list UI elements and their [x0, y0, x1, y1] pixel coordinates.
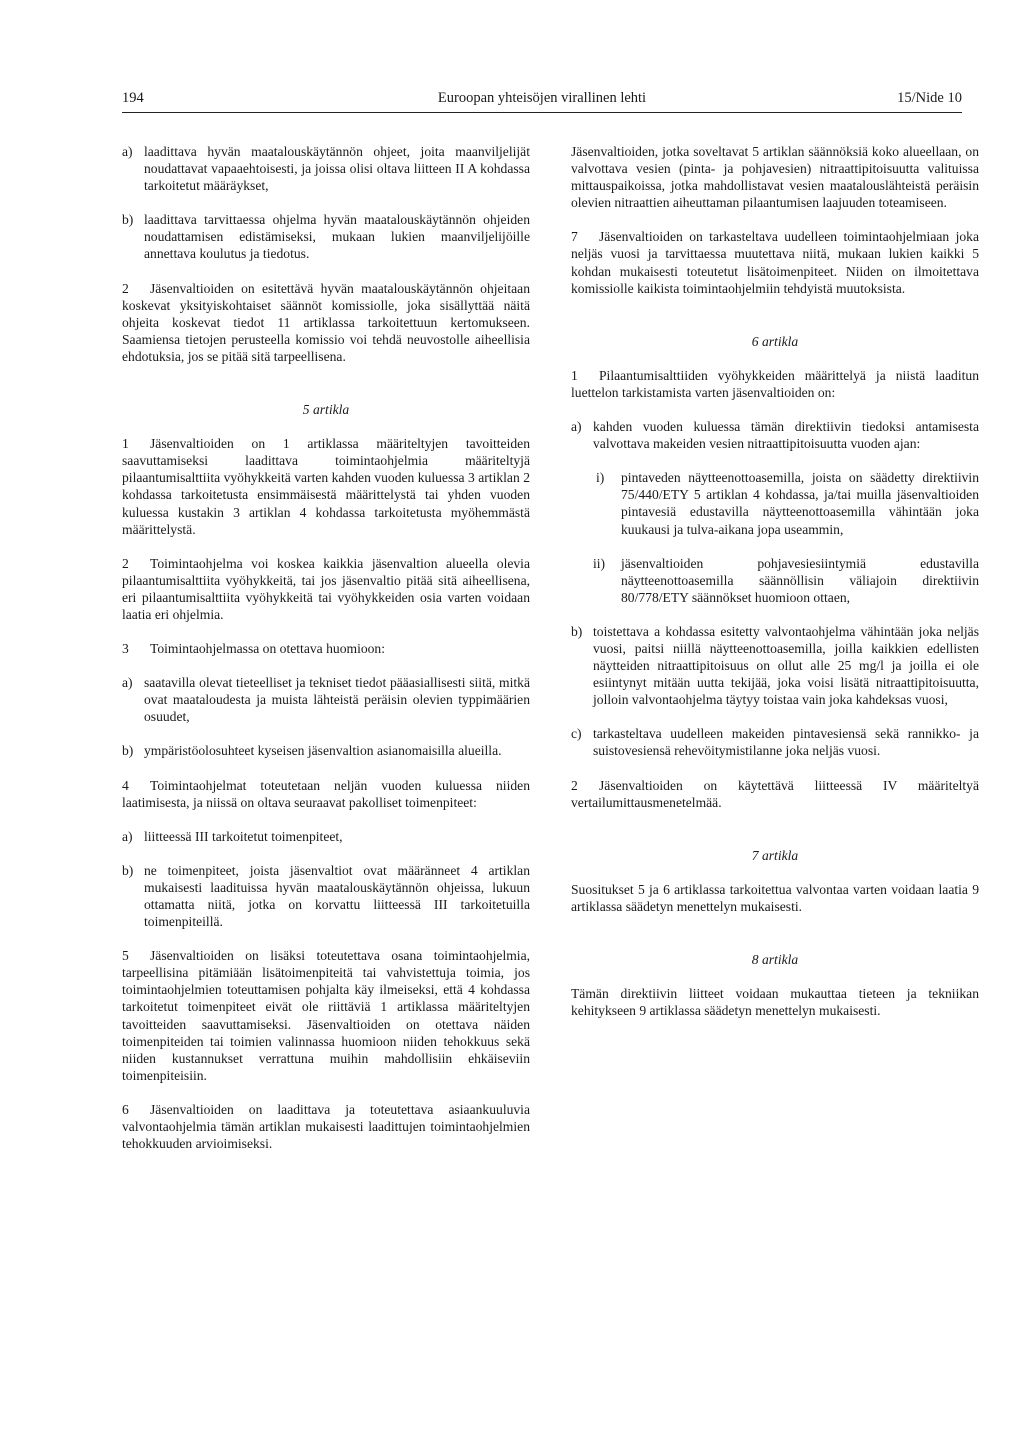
list-text: tarkasteltava uudelleen makeiden pintavesiensä sekä rannikko- ja suistovesiensä rehevöitymistilanne joka neljäs vuosi. [593, 726, 979, 759]
volume-label: 15/Nide 10 [897, 90, 962, 106]
list-text: ympäristöolosuhteet kyseisen jäsenvaltion asianomaisilla alueilla. [144, 743, 502, 759]
paragraph-number: 1 [122, 436, 129, 452]
list-item-b [122, 211, 530, 262]
art5-p4-item-a [122, 828, 530, 845]
list-text: pintaveden näytteenottoasemilla, joista on säädetty direktiivin 75/440/ETY 5 artiklan 4 kohdassa, ja/tai muilla jäsenvaltioiden pintavesiä edustavilla näytteenottoasemilla vähintään joka kuukausi ja tulva-aikana jopa useammin, [621, 470, 979, 537]
paragraph-number: 2 [571, 777, 578, 793]
paragraph-text: Toimintaohjelmat toteutetaan neljän vuoden kuluessa niiden laatimisesta, ja niissä on oltava seuraavat pakolliset toimenpiteet: [122, 777, 530, 810]
art5-paragraph-5 [122, 947, 530, 1084]
art5-paragraph-1 [122, 435, 530, 538]
art5-p4-item-b [122, 862, 530, 930]
art5-paragraph-6 [122, 1101, 530, 1152]
page-header [122, 90, 962, 114]
list-text: laadittava tarvittaessa ohjelma hyvän maatalouskäytännön ohjeiden noudattamisen edistämiseksi, mukaan lukien maanviljelijöille annettava koulutus ja tiedotus. [144, 212, 530, 262]
paragraph-number: 4 [122, 777, 129, 793]
journal-title: Euroopan yhteisöjen virallinen lehti [437, 90, 647, 106]
list-label: b) [122, 212, 134, 228]
list-item-a [122, 143, 530, 194]
art7-text: Suositukset 5 ja 6 artiklassa tarkoitettua valvontaa varten voidaan laatia 9 artiklassa säädetyn menettelyn mukaisesti. [571, 881, 979, 914]
paragraph-number: 5 [122, 948, 129, 964]
left-column [122, 143, 530, 1152]
list-label: a) [122, 675, 133, 691]
paragraph-text: Jäsenvaltioiden on esitettävä hyvän maatalouskäytännön ohjeitaan koskevat yksityiskohtaiset säännöt komissiolle, joka sisällyttää näitä ohjeita koskevat tiedot 11 artiklassa tarkoitettuun kertomukseen. Saamiensa tietojen perusteella komissio voi tehdä neuvostolle aiheellisia ehdotuksia, jos se pitää sitä tarpeellisena. [122, 280, 530, 364]
list-text: toistettava a kohdassa esitetty valvontaohjelma vähintään joka neljäs vuosi, paitsi niillä näytteenottoasemilla, joilla kaikkien edellisten näytteiden nitraattipitoisuus on ollut alle 25 mg/l ja joilla ei ole esiintynyt mitään uutta tekijää, joka voisi lisätä nitraattipitoisuutta, jolloin valvontaohjelma täytyy toistaa vain joka kahdeksas vuosi, [593, 623, 979, 708]
paragraph-number: 3 [122, 641, 129, 657]
list-text: jäsenvaltioiden pohjavesiesiintymiä edustavilla näytteenottoasemilla säännöllisin väliajoin direktiivin 80/778/ETY säännökset huomioon ottaen, [621, 555, 979, 605]
paragraph-number: 6 [122, 1101, 129, 1117]
paragraph-number: 1 [571, 367, 578, 383]
list-label: c) [571, 726, 582, 742]
list-text: ne toimenpiteet, joista jäsenvaltiot ovat määränneet 4 artiklan mukaisesti laadituissa hyvän maatalouskäytännön ohjeissa, lukuun ottamatta niitä, jotka on korvattu liitteessä III tarkoitetuilla toimenpiteillä. [144, 862, 530, 930]
article-6-heading: 6 artikla [751, 333, 799, 349]
list-label: a) [122, 144, 133, 159]
article-7-heading: 7 artikla [751, 847, 799, 863]
paragraph-text: Jäsenvaltioiden on 1 artiklassa määriteltyjen tavoitteiden saavuttamiseksi laadittava toimintaohjelmia määriteltyjä pilaantumisalttiita vyöhykkeitä varten kahden vuoden kuluessa 3 artiklan 2 kohdassa tarkoitetusta ensimmäisestä määrittelystä tai yhden vuoden kuluessa kustakin 3 artiklan 4 kohdassa tarkoitetusta myöhemmästä määrittelystä. [122, 436, 530, 537]
art5-p3-item-a [122, 674, 530, 725]
art6-item-c [571, 725, 979, 759]
paragraph-number: 2 [122, 555, 129, 571]
paragraph-number: 7 [571, 229, 578, 245]
list-label: ii) [593, 555, 606, 571]
paragraph-text: Toimintaohjelmassa on otettava huomioon: [150, 641, 386, 657]
list-label: a) [571, 419, 582, 435]
list-text: kahden vuoden kuluessa tämän direktiivin tiedoksi antamisesta valvottava makeiden vesien nitraattipitoisuutta vuoden ajan: [593, 419, 979, 452]
paragraph-text: Toimintaohjelma voi koskea kaikkia jäsenvaltion alueella olevia pilaantumisalttiita vyöhykkeitä, tai jos jäsenvaltio pitää sitä aiheellisena, eri pilaantumisalttiita vyöhykkeitä tai vyöhykkeiden osia varten voidaan laatia eri ohjelmia. [122, 555, 530, 622]
header-rule [122, 112, 962, 113]
list-label: b) [571, 623, 583, 639]
list-text: saatavilla olevat tieteelliset ja tekniset tiedot pääasiallisesti siitä, mitkä ovat maataloudesta ja muista lähteistä peräisin olevien typpimäärien osuudet, [144, 675, 530, 725]
paragraph-text: Jäsenvaltioiden on lisäksi toteutettava osana toimintaohjelmia, tarpeellisina pitämiään lisätoimenpiteitä tai vahvistettuja toimia, jos toimintaohjelmien toteuttamisen pohjalta käy ilmeiseksi, että 4 kohdassa tarkoitetut toimenpiteet eivät ole riittäviä 1 artiklassa määriteltyjen tavoitteiden saavuttamiseksi. Jäsenvaltioiden on otettava näiden toimenpiteiden tai toimien valinnassa huomioon niiden tehokkuus sekä niiden kustannukset verrattuna muihin mahdollisiin ehkäiseviin toimenpiteisiin. [122, 948, 530, 1083]
art5-paragraph-2 [122, 555, 530, 623]
list-text: laadittava hyvän maatalouskäytännön ohjeet, joita maanviljelijät noudattavat vapaaehtoisesti, ja joissa olisi oltava liitteen II A kohdassa tarkoitetut määräykset, [144, 144, 530, 194]
art5-paragraph-4 [122, 777, 530, 811]
paragraph-text: Jäsenvaltioiden on laadittava ja toteutettava asiaankuuluvia valvontaohjelmia tämän artiklan mukaisesti laadittujen toimintaohjelmien tehokkuuden arvioimiseksi. [122, 1101, 530, 1152]
list-label: a) [122, 828, 133, 844]
list-label: b) [122, 743, 134, 759]
paragraph-number: 2 [122, 280, 129, 296]
article-5-heading: 5 artikla [302, 402, 350, 418]
list-text: liitteessä III tarkoitetut toimenpiteet, [144, 828, 343, 844]
paragraph-text: Jäsenvaltioiden on käytettävä liitteessä IV määriteltyä vertailumittausmenetelmää. [571, 777, 979, 810]
art5-p3-item-b [122, 742, 530, 759]
paragraph-text: Pilaantumisalttiiden vyöhykkeiden määrittelyä ja niistä laaditun luettelon tarkistamista varten jäsenvaltioiden on: [571, 367, 979, 400]
art8-text: Tämän direktiivin liitteet voidaan mukauttaa tieteen ja tekniikan kehitykseen 9 artiklassa säädetyn menettelyn mukaisesti. [571, 986, 979, 1019]
continued-paragraph: Jäsenvaltioiden, jotka soveltavat 5 artiklan säännöksiä koko alueellaan, on valvottava vesien (pinta- ja pohjavesien) nitraattipitoisuutta valituissa mittauspaikoissa, jotka mahdollistavat vesien maatalouslähteistä peräisin olevien nitraattien aiheuttaman pilaantumisen laajuuden toteamiseen. [571, 144, 979, 211]
art5-paragraph-3 [122, 640, 530, 657]
art6-paragraph-1 [571, 367, 979, 401]
article-8-heading: 8 artikla [751, 952, 799, 967]
list-label: b) [122, 862, 134, 878]
art6-item-a-ii [571, 555, 979, 606]
list-label: i) [596, 470, 605, 486]
page-number: 194 [122, 90, 144, 106]
art6-paragraph-2 [571, 777, 979, 811]
art6-item-b [571, 623, 979, 708]
paragraph-2 [122, 280, 530, 365]
right-column [571, 143, 979, 1019]
art5-paragraph-7 [571, 228, 979, 296]
art6-item-a [571, 418, 979, 452]
paragraph-text: Jäsenvaltioiden on tarkasteltava uudelleen toimintaohjelmiaan joka neljäs vuosi ja tarvittaessa muutettava niitä, mukaan lukien kaikki 5 kohdan mukaisesti toteutetut lisätoimenpiteet. Niiden on ilmoitettava komissiolle kaikista toimintaohjelmiin tehdyistä muutoksista. [571, 229, 979, 296]
art6-item-a-i [571, 469, 979, 537]
